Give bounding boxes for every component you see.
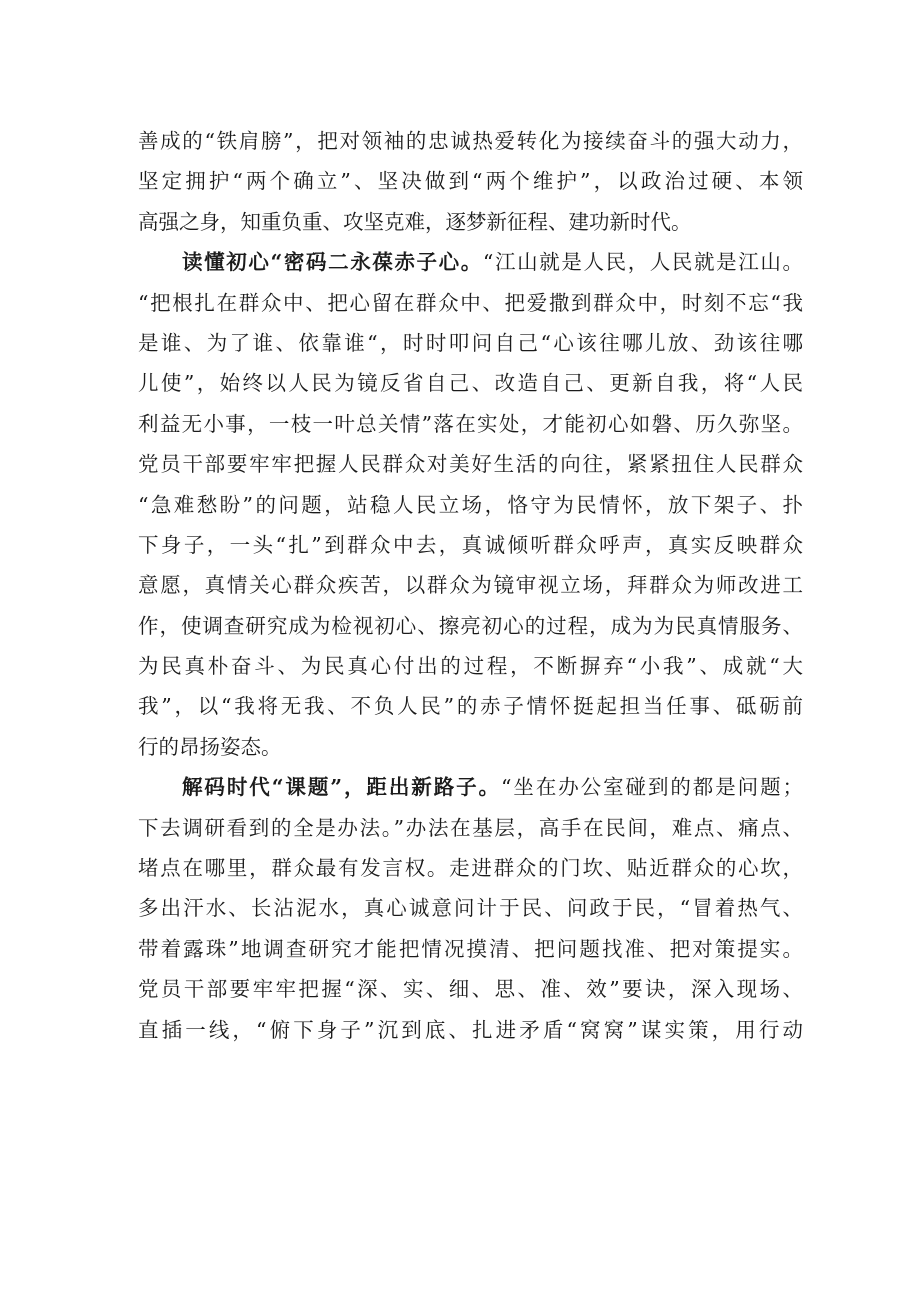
paragraph-3-heading: 解码时代“课题”，距出新路子。	[182, 775, 501, 800]
document-body	[138, 121, 803, 1050]
paragraph-2	[138, 242, 803, 767]
paragraph-3-line: 直插一线，“俯下身子”沉到底、扎进矛盾“窝窝”谋实策，用行动	[138, 1017, 803, 1042]
paragraph-2-first-line-text: “江山就是人民，人民就是江山。	[482, 250, 803, 275]
paragraph-1	[138, 121, 803, 242]
paragraph-3-line: 下去调研看到的全是办法。”办法在基层，高手在民间，难点、痛点、	[138, 815, 803, 840]
paragraph-3-line: 党员干部要牢牢把握“深、实、细、思、准、效”要诀，深入现场、	[138, 977, 803, 1002]
paragraph-1-line: 善成的“铁肩膀”，把对领袖的忠诚热爱转化为接续奋斗的强大动力，	[138, 129, 803, 153]
paragraph-1-line: 高强之身，知重负重、攻坚克难，逐梦新征程、建功新时代。	[138, 209, 692, 234]
paragraph-2-first-line	[138, 242, 803, 282]
paragraph-2-line: 作，使调查研究成为检视初心、擦亮初心的过程，成为为民真情服务、	[138, 613, 803, 638]
paragraph-2-line: “急难愁盼”的问题，站稳人民立场，恪守为民情怀，放下架子、扑	[138, 492, 803, 517]
paragraph-3-line: 带着露珠”地调查研究才能把情况摸清、把问题找准、把对策提实。	[138, 936, 803, 961]
paragraph-3-line: 堵点在哪里，群众最有发言权。走进群众的门坎、贴近群众的心坎，	[138, 856, 803, 881]
paragraph-2-line: 儿使”，始终以人民为镜反省自己、改造自己、更新自我，将“人民	[138, 371, 803, 396]
paragraph-2-line: 下身子，一头“扎”到群众中去，真诚倾听群众呼声，真实反映群众	[138, 532, 803, 557]
paragraph-2-line: 意愿，真情关心群众疾苦，以群众为镜审视立场，拜群众为师改进工	[138, 573, 803, 598]
paragraph-3-first-line-text: “坐在办公室碰到的都是问题；	[500, 775, 803, 800]
paragraph-2-line: 我”，以“我将无我、不负人民”的赤子情怀挺起担当任事、砥砺前	[138, 694, 803, 719]
paragraph-3-line: 多出汗水、长沾泥水，真心诚意问计于民、问政于民，“冒着热气、	[138, 896, 803, 921]
paragraph-2-line: 行的昂扬姿态。	[138, 734, 282, 759]
paragraph-2-line: 利益无小事，一枝一叶总关情”落在实处，才能初心如磐、历久弥坚。	[138, 411, 803, 436]
paragraph-3-first-line	[138, 767, 803, 807]
paragraph-2-heading: 读懂初心“密码二永葆赤子心。	[182, 250, 483, 275]
paragraph-2-line: 党员干部要牢牢把握人民群众对美好生活的向往，紧紧扭住人民群众	[138, 452, 803, 477]
paragraph-1-line: 坚定拥护“两个确立”、坚决做到“两个维护”，以政治过硬、本领	[138, 169, 803, 194]
paragraph-3	[138, 767, 803, 1050]
paragraph-2-line: “把根扎在群众中、把心留在群众中、把爱撒到群众中，时刻不忘“我	[138, 290, 803, 315]
paragraph-2-line: 为民真朴奋斗、为民真心付出的过程，不断摒弃“小我”、成就“大	[138, 654, 803, 679]
paragraph-2-line: 是谁、为了谁、依靠谁“，时时叩问自己“心该往哪儿放、劲该往哪	[138, 330, 803, 355]
